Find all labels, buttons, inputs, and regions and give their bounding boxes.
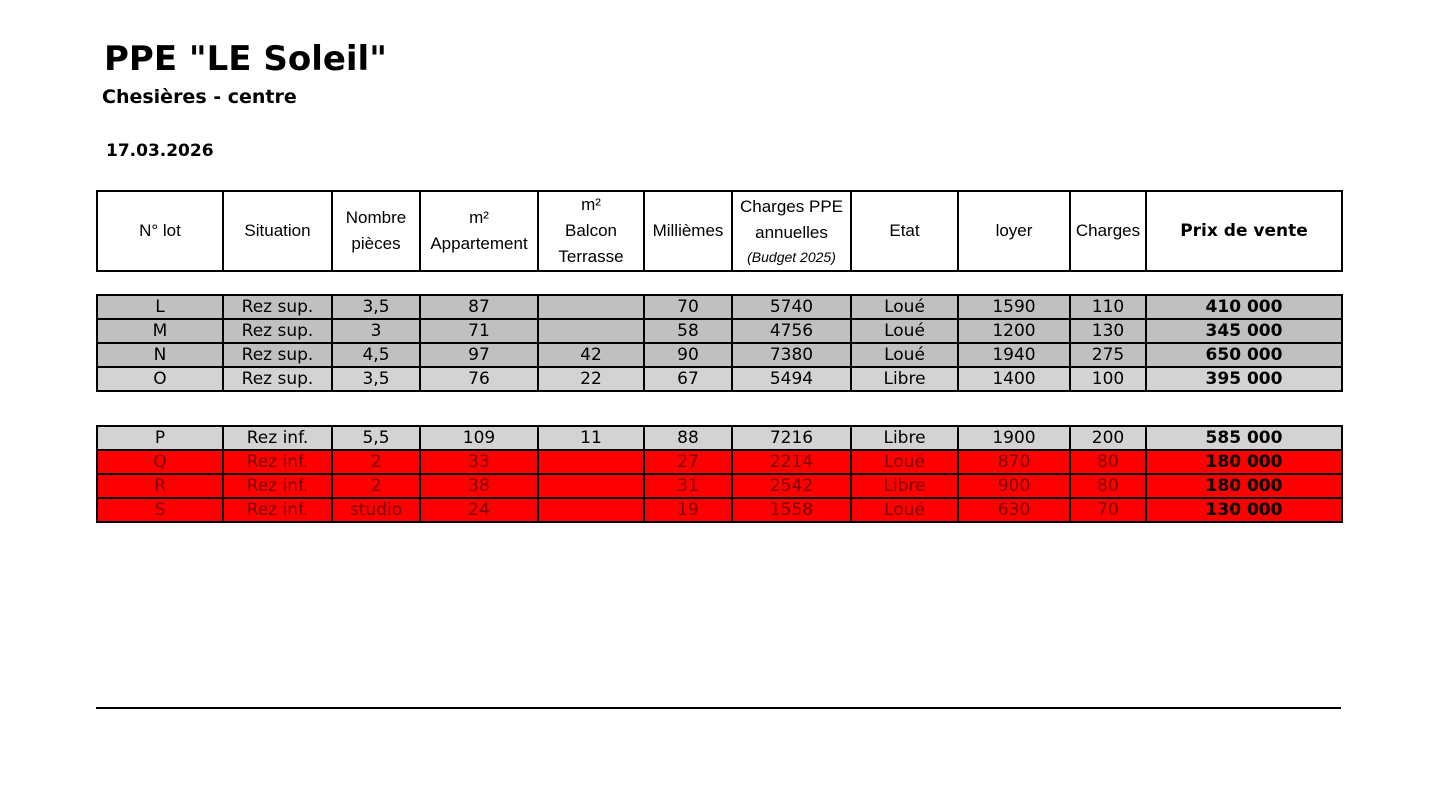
cell-prix: 395 000 — [1146, 367, 1342, 391]
cell-etat: Loué — [851, 450, 958, 474]
cell-charges-ppe: 7216 — [732, 426, 851, 450]
header-row — [97, 191, 1342, 271]
cell-charges-ppe: 2214 — [732, 450, 851, 474]
header-prix: Prix de vente — [1146, 191, 1342, 271]
table-row — [97, 474, 1342, 498]
cell-loyer: 1590 — [958, 295, 1070, 319]
cell-loyer: 1400 — [958, 367, 1070, 391]
cell-lot: M — [97, 319, 223, 343]
header-balcon: m² Balcon Terrasse — [538, 191, 644, 271]
cell-situation: Rez sup. — [223, 367, 332, 391]
cell-pieces: 2 — [332, 450, 420, 474]
cell-loyer: 630 — [958, 498, 1070, 522]
cell-pieces: 3 — [332, 319, 420, 343]
cell-charges: 80 — [1070, 474, 1146, 498]
cell-m2: 87 — [420, 295, 538, 319]
cell-milliemes: 19 — [644, 498, 732, 522]
cell-lot: R — [97, 474, 223, 498]
cell-charges: 275 — [1070, 343, 1146, 367]
lots-table-rez-inf — [96, 425, 1343, 523]
cell-balcon: 11 — [538, 426, 644, 450]
cell-charges-ppe: 5740 — [732, 295, 851, 319]
cell-situation: Rez inf. — [223, 450, 332, 474]
cell-etat: Libre — [851, 367, 958, 391]
cell-pieces: 2 — [332, 474, 420, 498]
cell-milliemes: 67 — [644, 367, 732, 391]
header-situation: Situation — [223, 191, 332, 271]
bottom-divider — [96, 707, 1341, 709]
header-charges: Charges — [1070, 191, 1146, 271]
table-row — [97, 498, 1342, 522]
cell-m2: 33 — [420, 450, 538, 474]
cell-pieces: 3,5 — [332, 367, 420, 391]
cell-charges-ppe: 4756 — [732, 319, 851, 343]
cell-m2: 109 — [420, 426, 538, 450]
cell-prix: 650 000 — [1146, 343, 1342, 367]
cell-milliemes: 27 — [644, 450, 732, 474]
cell-balcon — [538, 295, 644, 319]
cell-pieces: 5,5 — [332, 426, 420, 450]
cell-charges: 70 — [1070, 498, 1146, 522]
cell-prix: 180 000 — [1146, 450, 1342, 474]
table-row — [97, 367, 1342, 391]
cell-m2: 97 — [420, 343, 538, 367]
cell-lot: L — [97, 295, 223, 319]
header-table — [96, 190, 1343, 272]
header-etat: Etat — [851, 191, 958, 271]
cell-charges: 80 — [1070, 450, 1146, 474]
cell-etat: Loué — [851, 319, 958, 343]
cell-lot: P — [97, 426, 223, 450]
cell-lot: N — [97, 343, 223, 367]
cell-m2: 71 — [420, 319, 538, 343]
cell-prix: 585 000 — [1146, 426, 1342, 450]
cell-lot: Q — [97, 450, 223, 474]
table-row — [97, 319, 1342, 343]
cell-etat: Libre — [851, 474, 958, 498]
cell-prix: 345 000 — [1146, 319, 1342, 343]
cell-etat: Loué — [851, 295, 958, 319]
cell-charges-ppe: 7380 — [732, 343, 851, 367]
cell-loyer: 870 — [958, 450, 1070, 474]
cell-balcon — [538, 498, 644, 522]
cell-m2: 76 — [420, 367, 538, 391]
table-row — [97, 426, 1342, 450]
cell-etat: Libre — [851, 426, 958, 450]
cell-milliemes: 88 — [644, 426, 732, 450]
table-row — [97, 295, 1342, 319]
cell-etat: Loué — [851, 498, 958, 522]
cell-m2: 38 — [420, 474, 538, 498]
header-m2: m² Appartement — [420, 191, 538, 271]
cell-prix: 130 000 — [1146, 498, 1342, 522]
header-charges-ppe: Charges PPE annuelles (Budget 2025) — [732, 191, 851, 271]
cell-charges: 100 — [1070, 367, 1146, 391]
cell-charges-ppe: 2542 — [732, 474, 851, 498]
cell-pieces: 4,5 — [332, 343, 420, 367]
header-lot: N° lot — [97, 191, 223, 271]
cell-prix: 410 000 — [1146, 295, 1342, 319]
cell-balcon — [538, 474, 644, 498]
cell-etat: Loué — [851, 343, 958, 367]
cell-milliemes: 90 — [644, 343, 732, 367]
header-pieces: Nombre pièces — [332, 191, 420, 271]
table-row — [97, 343, 1342, 367]
cell-situation: Rez sup. — [223, 295, 332, 319]
cell-balcon: 42 — [538, 343, 644, 367]
table-row — [97, 450, 1342, 474]
cell-prix: 180 000 — [1146, 474, 1342, 498]
cell-charges: 110 — [1070, 295, 1146, 319]
cell-pieces: 3,5 — [332, 295, 420, 319]
cell-loyer: 1900 — [958, 426, 1070, 450]
page-subtitle: Chesières - centre — [102, 86, 297, 108]
page-title: PPE "LE Soleil" — [104, 39, 387, 79]
lots-table-rez-sup — [96, 294, 1343, 392]
cell-milliemes: 31 — [644, 474, 732, 498]
cell-milliemes: 70 — [644, 295, 732, 319]
cell-lot: O — [97, 367, 223, 391]
header-milliemes: Millièmes — [644, 191, 732, 271]
cell-situation: Rez inf. — [223, 474, 332, 498]
cell-pieces: studio — [332, 498, 420, 522]
cell-milliemes: 58 — [644, 319, 732, 343]
cell-loyer: 1940 — [958, 343, 1070, 367]
cell-charges: 130 — [1070, 319, 1146, 343]
header-loyer: loyer — [958, 191, 1070, 271]
cell-situation: Rez sup. — [223, 319, 332, 343]
cell-charges-ppe: 1558 — [732, 498, 851, 522]
cell-situation: Rez inf. — [223, 426, 332, 450]
cell-situation: Rez sup. — [223, 343, 332, 367]
cell-m2: 24 — [420, 498, 538, 522]
cell-balcon — [538, 319, 644, 343]
cell-balcon: 22 — [538, 367, 644, 391]
cell-situation: Rez inf. — [223, 498, 332, 522]
cell-lot: S — [97, 498, 223, 522]
cell-loyer: 900 — [958, 474, 1070, 498]
cell-loyer: 1200 — [958, 319, 1070, 343]
document-date: 17.03.2026 — [106, 141, 214, 161]
cell-charges: 200 — [1070, 426, 1146, 450]
cell-charges-ppe: 5494 — [732, 367, 851, 391]
cell-balcon — [538, 450, 644, 474]
